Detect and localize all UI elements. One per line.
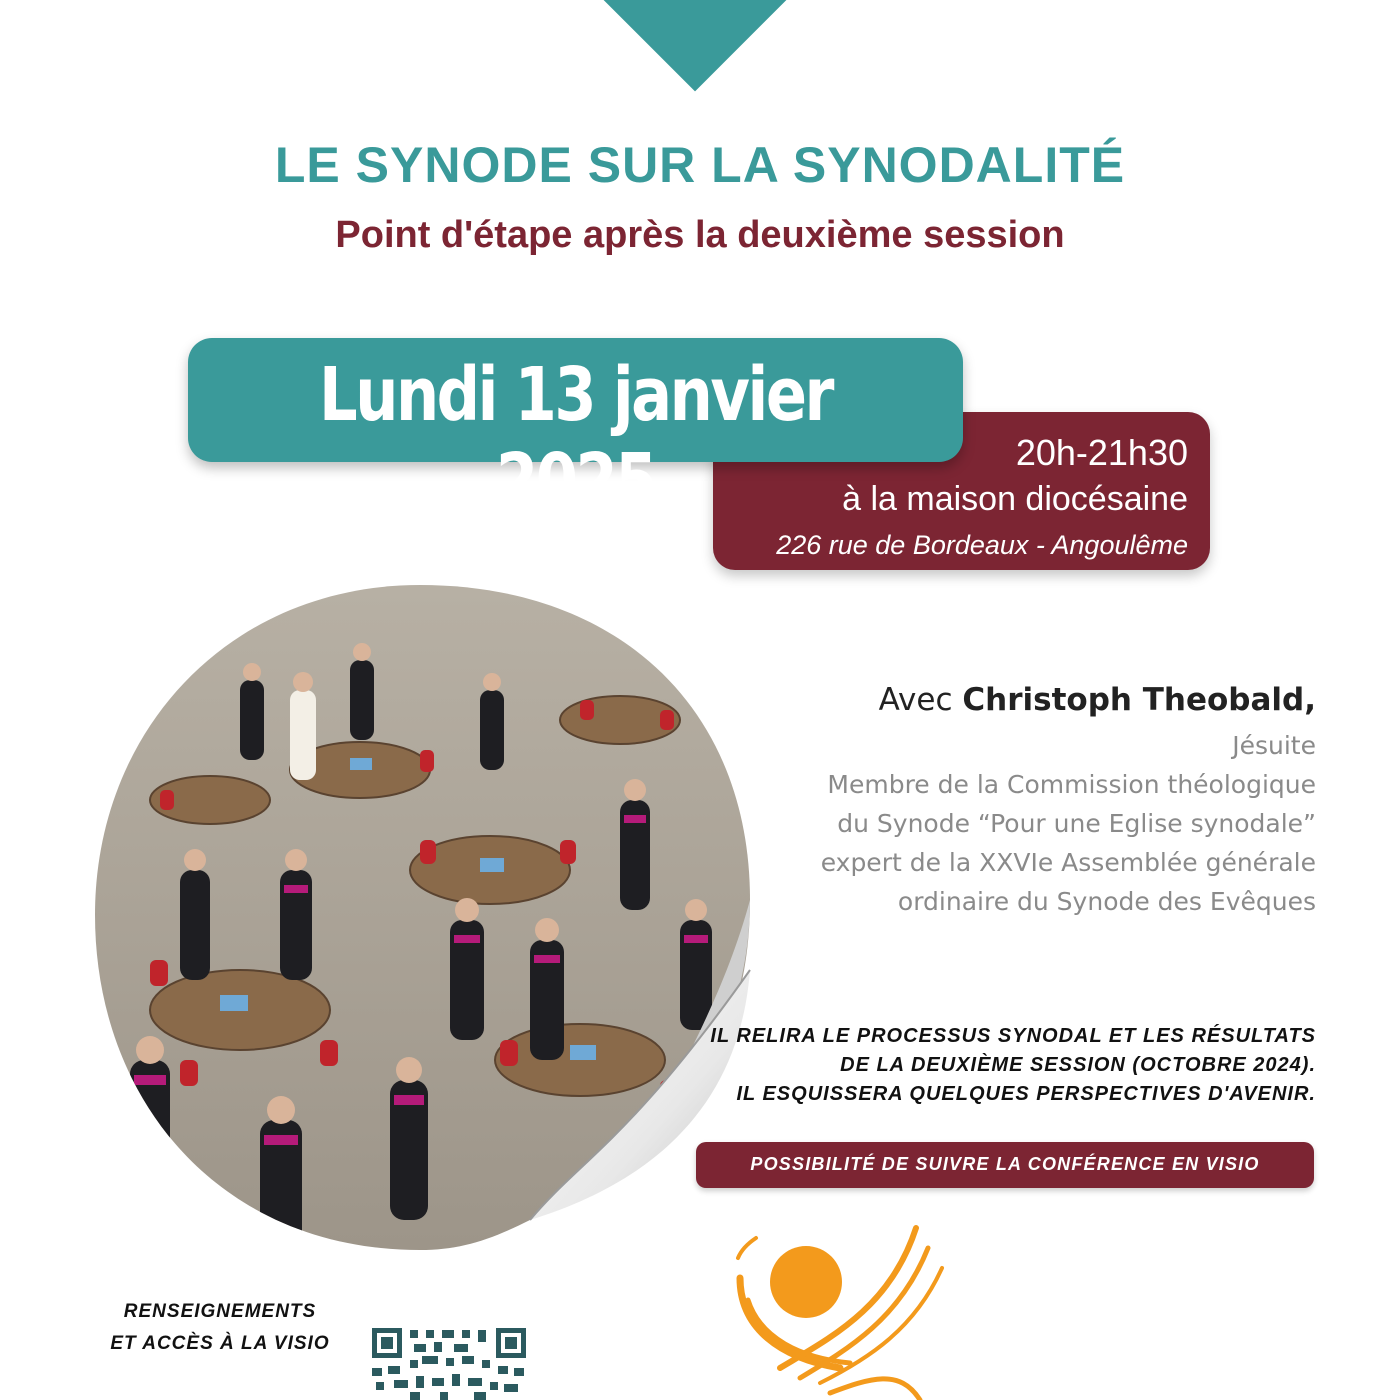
speaker-block [760, 682, 1316, 921]
date-pill [188, 338, 963, 524]
info-label [100, 1296, 340, 1360]
diocese-logo-icon [720, 1218, 960, 1400]
program-line: DE LA DEUXIÈME SESSION (OCTOBRE 2024). [840, 1054, 1316, 1076]
top-diamond-emblem [560, 0, 830, 95]
event-date: Lundi 13 janvier 2025 [318, 352, 833, 524]
visio-badge [696, 1142, 1314, 1188]
speaker-intro: Avec [878, 682, 953, 718]
page-subtitle: Point d'étape après la deuxième session [335, 214, 1065, 256]
speaker-role: Jésuite [1232, 731, 1316, 760]
speaker-role: expert de la XXVIe Assemblée générale [820, 848, 1316, 877]
info-line: RENSEIGNEMENTS [123, 1301, 317, 1322]
speaker-role: Membre de la Commission théologique [827, 770, 1316, 799]
speaker-role: du Synode “Pour une Eglise synodale” [837, 809, 1316, 838]
event-place: à la maison diocésaine [842, 480, 1188, 518]
event-address: 226 rue de Bordeaux - Angoulême [776, 530, 1188, 560]
speaker-name-suffix: , [1304, 682, 1316, 718]
program-description [690, 1022, 1316, 1109]
speaker-name: Christoph Theobald [962, 682, 1305, 718]
synod-assembly-photo [60, 540, 780, 1270]
program-line: IL ESQUISSERA QUELQUES PERSPECTIVES D'AVENIR. [736, 1083, 1316, 1105]
qr-code-icon[interactable] [370, 1326, 528, 1400]
speaker-role: ordinaire du Synode des Evêques [897, 887, 1316, 916]
visio-badge-text: POSSIBILITÉ DE SUIVRE LA CONFÉRENCE EN VISIO [750, 1154, 1260, 1174]
speaker-line [760, 682, 1316, 718]
page-title: LE SYNODE SUR LA SYNODALITÉ [274, 137, 1126, 193]
event-time: 20h-21h30 [1015, 432, 1188, 473]
program-line: IL RELIRA LE PROCESSUS SYNODAL ET LES RÉSULTATS [710, 1025, 1316, 1047]
info-line: ET ACCÈS À LA VISIO [110, 1333, 330, 1354]
